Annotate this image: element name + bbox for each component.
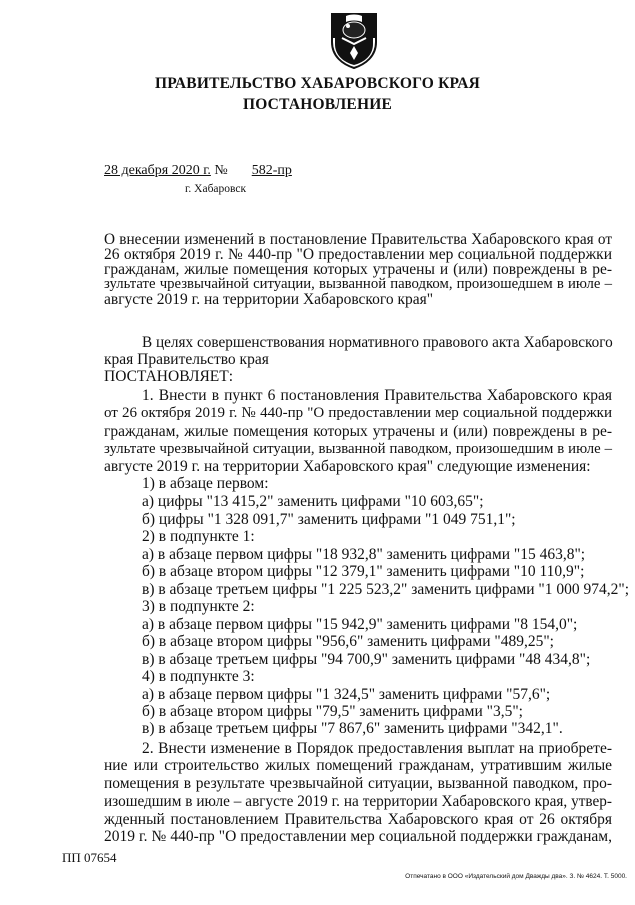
body-line: а) в абзаце первом цифры "18 932,8" заменить цифрами "15 463,8"; <box>142 546 586 563</box>
body-line: 3) в подпункте 2: <box>142 598 255 615</box>
document-subject <box>104 232 612 307</box>
body-line: 1. Внести в пункт 6 постановления Правительства Хабаровского края <box>142 387 612 404</box>
body-line: в) в абзаце третьем цифры "7 867,6" заменить цифрами "342,1". <box>142 720 563 737</box>
subject-line: О внесении изменений в постановление Правительства Хабаровского края от <box>104 231 612 248</box>
printer-imprint: Отпечатано в ООО «Издательский дом Дважды два». З. № 4624. Т. 5000. <box>405 873 627 880</box>
body-line: 2. Внести изменение в Порядок предоставления выплат на приобрете- <box>142 740 612 757</box>
body-line: б) в абзаце втором цифры "12 379,1" заменить цифрами "10 110,9"; <box>142 563 585 580</box>
body-line: гражданам, жилые помещения которых утрачены и (или) повреждены в ре- <box>104 423 612 440</box>
body-line: августе 2019 г. на территории Хабаровского края" следующие изменения: <box>104 458 591 475</box>
document-city: г. Хабаровск <box>185 183 247 195</box>
body-line: в) в абзаце третьем цифры "94 700,9" заменить цифрами "48 434,8"; <box>142 651 591 668</box>
body-line: изошедшим в июле – августе 2019 г. на территории Хабаровского края, утвер- <box>104 793 612 810</box>
body-line: в) в абзаце третьем цифры "1 225 523,2" заменить цифрами "1 000 974,2"; <box>142 581 630 598</box>
body-line: помещения в результате чрезвычайной ситуации, вызванной паводком, про- <box>104 775 612 792</box>
document-code: ПП 07654 <box>62 850 117 865</box>
body-line: 2) в подпункте 1: <box>142 528 255 545</box>
body-line: жденный постановлением Правительства Хабаровского края от 26 октября <box>104 811 612 828</box>
date-number-line <box>104 163 292 179</box>
number-sign: № <box>214 163 228 178</box>
document-type: ПОСТАНОВЛЕНИЕ <box>242 96 393 113</box>
body-line: а) в абзаце первом цифры "15 942,9" заменить цифрами "8 154,0"; <box>142 616 578 633</box>
body-line: 4) в подпункте 3: <box>142 668 255 685</box>
subject-line: августе 2019 г. на территории Хабаровского края" <box>104 291 434 308</box>
khabarovsk-coat-of-arms-icon <box>328 8 380 70</box>
body-line: б) в абзаце втором цифры "956,6" заменить цифрами "489,25"; <box>142 633 554 650</box>
body-line: а) цифры "13 415,2" заменить цифрами "10 603,65"; <box>142 493 484 510</box>
body-line: б) цифры "1 328 091,7" заменить цифрами "1 049 751,1"; <box>142 511 516 528</box>
government-title: ПРАВИТЕЛЬСТВО ХАБАРОВСКОГО КРАЯ <box>154 75 481 92</box>
body-line: а) в абзаце первом цифры "1 324,5" заменить цифрами "57,6"; <box>142 686 551 703</box>
body-line: ПОСТАНОВЛЯЕТ: <box>104 368 234 385</box>
body-line: В целях совершенствования нормативного правового акта Хабаровского <box>142 334 613 351</box>
body-line: ние или строительство жилых помещений гражданам, утратившим жилые <box>104 757 612 774</box>
body-line: 2019 г. № 440-пр "О предоставлении мер социальной поддержки гражданам, <box>104 828 612 845</box>
body-line: б) в абзаце втором цифры "79,5" заменить цифрами "3,5"; <box>142 703 523 720</box>
subject-line: зультате чрезвычайной ситуации, вызванной паводком, произошедшем в июле – <box>104 276 612 292</box>
body-line: края Правительство края <box>104 351 269 368</box>
document-number: 582-пр <box>251 163 292 178</box>
subject-line: 26 октября 2019 г. № 440-пр "О предоставлении мер социальной поддержки <box>104 246 612 263</box>
body-line: 1) в абзаце первом: <box>142 475 269 492</box>
subject-line: гражданам, жилые помещения которых утрачены и (или) повреждены в ре- <box>104 261 612 278</box>
document-date: 28 декабря 2020 г. <box>104 163 211 178</box>
body-line: от 26 октября 2019 г. № 440-пр "О предоставлении мер социальной поддержки <box>104 405 612 421</box>
body-line: зультате чрезвычайной ситуации, вызванной паводком, произошедшим в июле – <box>104 441 612 457</box>
